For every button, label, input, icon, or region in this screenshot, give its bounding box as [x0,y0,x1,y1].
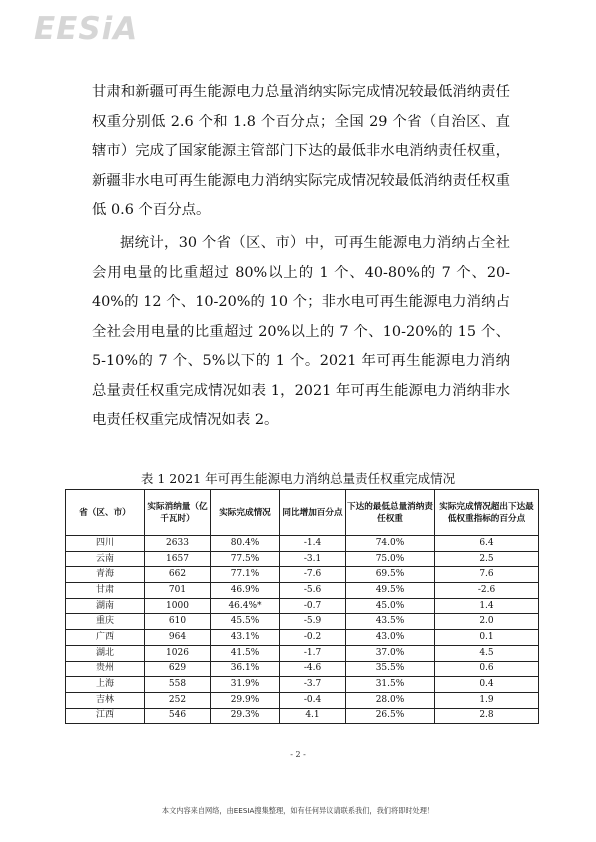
table-row [66,614,539,630]
table-row [66,630,539,646]
table-cell: 41.5% [211,645,280,661]
paragraph-1: 甘肃和新疆可再生能源电力总量消纳实际完成情况较最低消纳责任权重分别低 2.6 个和 1.8 个百分点；全国 29 个省（自治区、直辖市）完成了国家能源主管部门下达的最低非水电消纳责任权重，新疆非水电可再生能源电力消纳实际完成情况较最低消纳责任权重低 0.6 个百分点。 [92,84,510,218]
table-cell: 甘肃 [66,583,145,599]
table-cell: 37.0% [346,645,435,661]
table-cell: -1.4 [280,536,346,552]
table-cell: -5.6 [280,583,346,599]
table-cell: 546 [145,708,211,724]
table-cell: 31.9% [211,677,280,693]
table-cell: 江西 [66,708,145,724]
table-cell: 重庆 [66,614,145,630]
table-cell: 701 [145,583,211,599]
table-row [66,692,539,708]
table-cell: 46.4%* [211,598,280,614]
table-cell: -3.7 [280,677,346,693]
table-cell: 2.5 [435,551,539,567]
table-cell: 77.1% [211,567,280,583]
table-cell: 964 [145,630,211,646]
table-cell: 湖北 [66,645,145,661]
table-cell: 29.3% [211,708,280,724]
table-cell: -0.7 [280,598,346,614]
column-header: 实际消纳量（亿千瓦时） [145,490,211,536]
table-row [66,551,539,567]
table-cell: 45.0% [346,598,435,614]
table-cell: 75.0% [346,551,435,567]
table-cell: -0.4 [280,692,346,708]
table-cell: 0.1 [435,630,539,646]
table-cell: 629 [145,661,211,677]
table-cell: 湖南 [66,598,145,614]
table-row [66,645,539,661]
table-cell: 1.4 [435,598,539,614]
table-cell: 43.0% [346,630,435,646]
table-cell: -4.6 [280,661,346,677]
table-cell: 上海 [66,677,145,693]
paragraph-2: 据统计，30 个省（区、市）中，可再生能源电力消纳占全社会用电量的比重超过 80%以上的 1 个、40-80%的 7 个、20-40%的 12 个、10-20%的 10 个；非水电可再生能源电力消纳占全社会用电量的比重超过 20%以上的 7 个、10-20%的 15 个、5-10%的 7 个、5%以下的 1 个。2021 年可再生能源电力消纳总量责任权重完成情况如表 1，2021 年可再生能源电力消纳非水电责任权重完成情况如表 2。 [92,235,510,428]
table-row [66,598,539,614]
footer-disclaimer: 本文内容来自网络，由EESIA搜集整理，如有任何异议请联系我们，我们将即时处理！ [161,806,435,815]
table-cell: 4.1 [280,708,346,724]
table-cell: 1026 [145,645,211,661]
table-row [66,583,539,599]
table-cell: 贵州 [66,661,145,677]
table-cell: 46.9% [211,583,280,599]
column-header: 实际完成情况 [211,490,280,536]
table-cell: 35.5% [346,661,435,677]
table-cell: 610 [145,614,211,630]
table-cell: -1.7 [280,645,346,661]
table-cell: -2.6 [435,583,539,599]
table-cell: 49.5% [346,583,435,599]
table-body [66,536,539,724]
table-cell: 2.0 [435,614,539,630]
table-cell: -3.1 [280,551,346,567]
table-cell: 0.6 [435,661,539,677]
page-number: - 2 - [290,750,306,759]
table-cell: 43.1% [211,630,280,646]
table-cell: 45.5% [211,614,280,630]
table-row [66,677,539,693]
table-cell: 74.0% [346,536,435,552]
consumption-weight-table [65,489,539,724]
table-cell: 80.4% [211,536,280,552]
table-cell: -7.6 [280,567,346,583]
table-caption: 表 1 2021 年可再生能源电力消纳总量责任权重完成情况 [140,471,456,486]
table-cell: 四川 [66,536,145,552]
table-cell: 云南 [66,551,145,567]
table-cell: 69.5% [346,567,435,583]
table-cell: 252 [145,692,211,708]
column-header: 省（区、市） [66,490,145,536]
table-cell: 1.9 [435,692,539,708]
column-header: 实际完成情况超出下达最低权重指标的百分点 [435,490,539,536]
table-row [66,708,539,724]
table-cell: 青海 [66,567,145,583]
table-cell: 吉林 [66,692,145,708]
table-cell: 2633 [145,536,211,552]
column-header: 下达的最低总量消纳责任权重 [346,490,435,536]
table-cell: 7.6 [435,567,539,583]
column-header: 同比增加百分点 [280,490,346,536]
table-row [66,567,539,583]
table-row [66,536,539,552]
table-cell: 31.5% [346,677,435,693]
table-cell: 36.1% [211,661,280,677]
table-cell: 28.0% [346,692,435,708]
table-cell: 2.8 [435,708,539,724]
table-cell: 558 [145,677,211,693]
table-cell: 广西 [66,630,145,646]
table-cell: -0.2 [280,630,346,646]
table-cell: 1000 [145,598,211,614]
table-cell: 26.5% [346,708,435,724]
table-cell: 29.9% [211,692,280,708]
table-cell: -5.9 [280,614,346,630]
table-cell: 1657 [145,551,211,567]
table-cell: 0.4 [435,677,539,693]
table-cell: 6.4 [435,536,539,552]
eesia-logo: EESiA [34,11,139,47]
table-cell: 4.5 [435,645,539,661]
table-cell: 77.5% [211,551,280,567]
table-cell: 662 [145,567,211,583]
table-header-row [66,490,539,536]
table-row [66,661,539,677]
table-cell: 43.5% [346,614,435,630]
